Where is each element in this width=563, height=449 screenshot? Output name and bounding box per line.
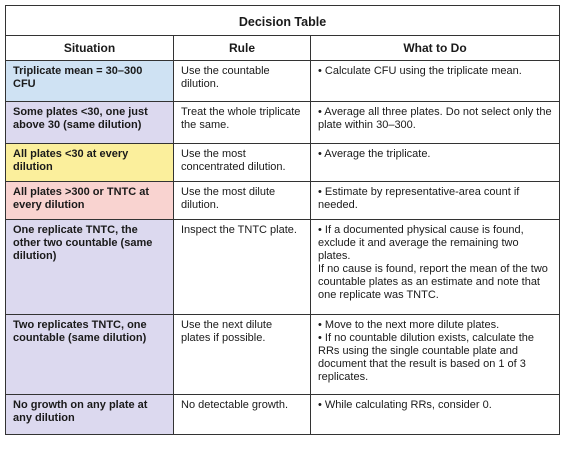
- rule-cell: No detectable growth.: [174, 395, 311, 435]
- action-item: • While calculating RRs, consider 0.: [318, 399, 492, 411]
- situation-cell: Triplicate mean = 30–300 CFU: [6, 61, 174, 102]
- action-item: • Move to the next more dilute plates.: [318, 319, 500, 331]
- action-item: • Estimate by representative-area count if needed.: [318, 186, 520, 211]
- rule-cell: Treat the whole triplicate the same.: [174, 102, 311, 144]
- decision-table: [5, 5, 560, 435]
- header-rule: Rule: [174, 36, 311, 61]
- situation-cell: Some plates <30, one just above 30 (same dilution): [6, 102, 174, 144]
- action-cell: [311, 315, 560, 395]
- action-cell: [311, 144, 560, 182]
- action-item: • If no countable dilution exists, calculate the RRs using the single countable plate and document that the result is based on 1 of 3 replicates.: [318, 332, 535, 383]
- table-row: [6, 395, 560, 435]
- action-cell: [311, 220, 560, 315]
- rule-cell: Use the most concentrated dilution.: [174, 144, 311, 182]
- action-cell: [311, 102, 560, 144]
- action-item: • If a documented physical cause is found, exclude it and average the remaining two plates.: [318, 224, 524, 262]
- header-situation: Situation: [6, 36, 174, 61]
- rule-cell: Inspect the TNTC plate.: [174, 220, 311, 315]
- header-what-to-do: What to Do: [311, 36, 560, 61]
- action-cell: [311, 61, 560, 102]
- action-cell: [311, 182, 560, 220]
- table-row: [6, 220, 560, 315]
- table-row: [6, 315, 560, 395]
- table-row: [6, 144, 560, 182]
- situation-cell: No growth on any plate at any dilution: [6, 395, 174, 435]
- situation-cell: Two replicates TNTC, one countable (same dilution): [6, 315, 174, 395]
- situation-cell: One replicate TNTC, the other two countable (same dilution): [6, 220, 174, 315]
- action-cell: [311, 395, 560, 435]
- table-row: [6, 61, 560, 102]
- decision-table-container: [5, 5, 559, 435]
- situation-cell: All plates <30 at every dilution: [6, 144, 174, 182]
- rule-cell: Use the countable dilution.: [174, 61, 311, 102]
- action-item: If no cause is found, report the mean of the two countable plates as an estimate and note that one replicate was TNTC.: [318, 263, 548, 301]
- rule-cell: Use the most dilute dilution.: [174, 182, 311, 220]
- rule-cell: Use the next dilute plates if possible.: [174, 315, 311, 395]
- action-item: • Average all three plates. Do not select only the plate within 30–300.: [318, 106, 552, 131]
- action-item: • Calculate CFU using the triplicate mean.: [318, 65, 522, 77]
- table-row: [6, 182, 560, 220]
- table-row: [6, 102, 560, 144]
- action-item: • Average the triplicate.: [318, 148, 431, 160]
- situation-cell: All plates >300 or TNTC at every dilution: [6, 182, 174, 220]
- table-title: Decision Table: [6, 6, 560, 36]
